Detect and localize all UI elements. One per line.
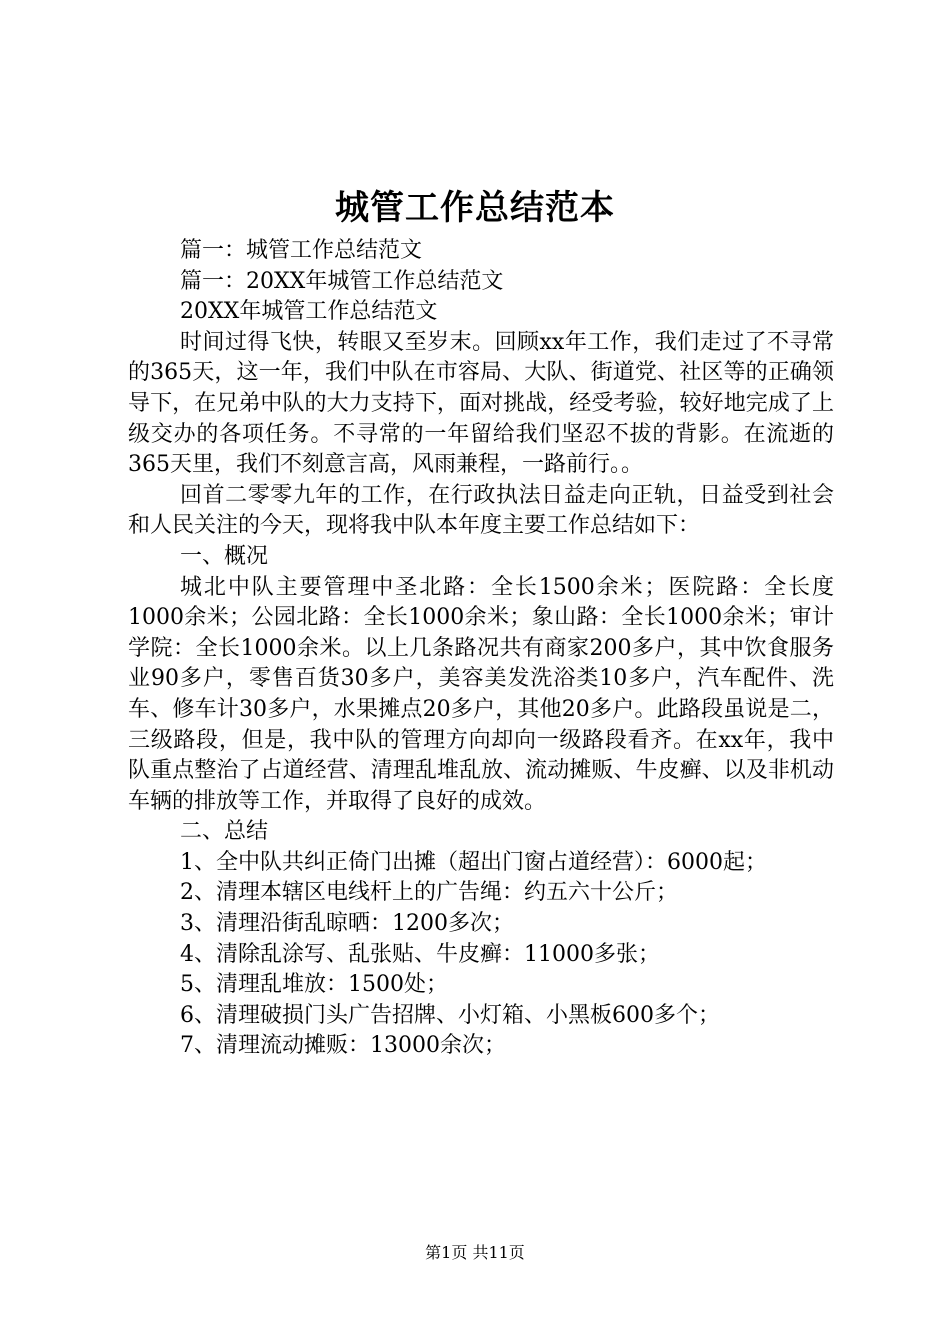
document-title: 城管工作总结范本 xyxy=(335,188,615,228)
page-footer: 第1页 共11页 xyxy=(425,1243,525,1262)
summary-item: 2、清理本辖区电线杆上的广告绳：约五六十公斤； xyxy=(180,880,678,906)
document-body xyxy=(128,236,834,1062)
summary-item: 5、清理乱堆放：1500处； xyxy=(180,972,448,998)
overview-paragraph: 城北中队主要管理中圣北路：全长1500余米；医院路：全长度1000余米；公园北路：全长1000余米；象山路：全长1000余米；审计学院：全长1000余米。以上几条路况共有商家200多户，其中饮食服务业90多户，零售百货30多户，美容美发洗浴类10多户，汽车配件、洗车、修车计30多户，水果摊点20多户，其他20多户。此路段虽说是二，三级路段，但是，我中队的管理方向却向一级路段看齐。在xx年，我中队重点整治了占道经营、清理乱堆乱放、流动摊贩、牛皮癣、以及非机动车辆的排放等工作，并取得了良好的成效。 xyxy=(128,574,834,814)
section-heading: 二、总结 xyxy=(180,819,269,845)
section-heading: 一、概况 xyxy=(180,543,269,569)
summary-item: 7、清理流动摊贩：13000余次； xyxy=(180,1033,506,1059)
summary-item: 4、清除乱涂写、乱张贴、牛皮癣：11000多张； xyxy=(180,941,660,967)
heading-line: 篇一：城管工作总结范文 xyxy=(180,238,423,263)
heading-line: 20XX年城管工作总结范文 xyxy=(180,299,438,325)
intro-paragraph: 时间过得飞快，转眼又至岁末。回顾xx年工作，我们走过了不寻常的365天，这一年，我们中队在市容局、大队、街道党、社区等的正确领导下，在兄弟中队的大力支持下，面对挑战，经受考验，较好地完成了上级交办的各项任务。不寻常的一年留给我们坚忍不拔的背影。在流逝的365天里，我们不刻意言高，风雨兼程，一路前行。。 xyxy=(128,329,834,478)
summary-item: 1、全中队共纠正倚门出摊（超出门窗占道经营）：6000起； xyxy=(180,849,767,875)
heading-line: 篇一：20XX年城管工作总结范文 xyxy=(180,268,504,294)
summary-item: 6、清理破损门头广告招牌、小灯箱、小黑板600多个； xyxy=(180,1002,720,1028)
review-paragraph: 回首二零零九年的工作，在行政执法日益走向正轨，日益受到社会和人民关注的今天，现将我中队本年度主要工作总结如下： xyxy=(128,482,834,539)
summary-item: 3、清理沿街乱晾晒：1200多次； xyxy=(180,911,514,937)
